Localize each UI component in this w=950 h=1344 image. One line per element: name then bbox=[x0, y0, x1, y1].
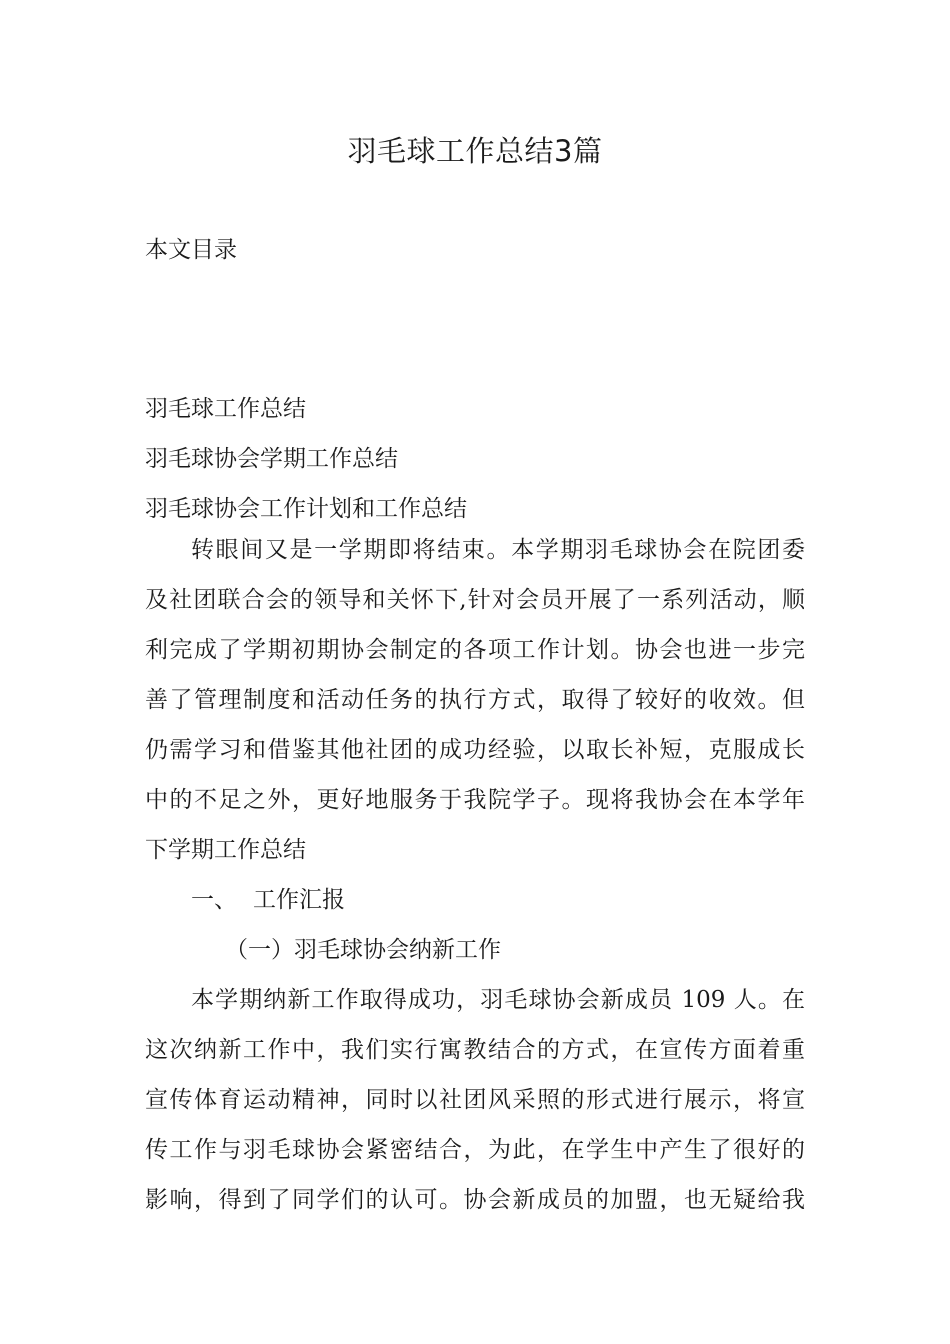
section-number: 一、 bbox=[191, 887, 237, 913]
paragraph-line: 影响，得到了同学们的认可。协会新成员的加盟，也无疑给我 bbox=[145, 1187, 805, 1213]
paragraph-line: 及社团联合会的领导和关怀下,针对会员开展了一系列活动，顺 bbox=[145, 587, 805, 613]
toc-item: 羽毛球工作总结 bbox=[145, 396, 306, 422]
document-title: 羽毛球工作总结3篇 bbox=[347, 134, 603, 168]
section-title: 工作汇报 bbox=[253, 887, 345, 913]
toc-heading: 本文目录 bbox=[145, 237, 237, 263]
paragraph-line: 这次纳新工作中，我们实行寓教结合的方式，在宣传方面着重 bbox=[145, 1037, 805, 1063]
paragraph-line: 下学期工作总结 bbox=[145, 837, 306, 863]
paragraph-line: 宣传体育运动精神，同时以社团风采照的形式进行展示，将宣 bbox=[145, 1087, 805, 1113]
toc-item: 羽毛球协会工作计划和工作总结 bbox=[145, 496, 467, 522]
toc-item: 羽毛球协会学期工作总结 bbox=[145, 446, 398, 472]
toc-list bbox=[145, 384, 467, 534]
paragraph-line: 本学期纳新工作取得成功，羽毛球协会新成员 109 人。在 bbox=[191, 987, 805, 1013]
body-text bbox=[145, 530, 805, 1230]
paragraph-line: 善了管理制度和活动任务的执行方式，取得了较好的收效。但 bbox=[145, 687, 805, 713]
paragraph-line: 利完成了学期初期协会制定的各项工作计划。协会也进一步完 bbox=[145, 637, 805, 663]
subsection-heading: （一）羽毛球协会纳新工作 bbox=[225, 937, 501, 963]
paragraph-line: 中的不足之外，更好地服务于我院学子。现将我协会在本学年 bbox=[145, 787, 805, 813]
paragraph-line: 转眼间又是一学期即将结束。本学期羽毛球协会在院团委 bbox=[191, 537, 805, 563]
section-heading bbox=[145, 880, 805, 930]
paragraph-line: 仍需学习和借鉴其他社团的成功经验，以取长补短，克服成长 bbox=[145, 737, 805, 763]
paragraph-line: 传工作与羽毛球协会紧密结合，为此，在学生中产生了很好的 bbox=[145, 1137, 805, 1163]
